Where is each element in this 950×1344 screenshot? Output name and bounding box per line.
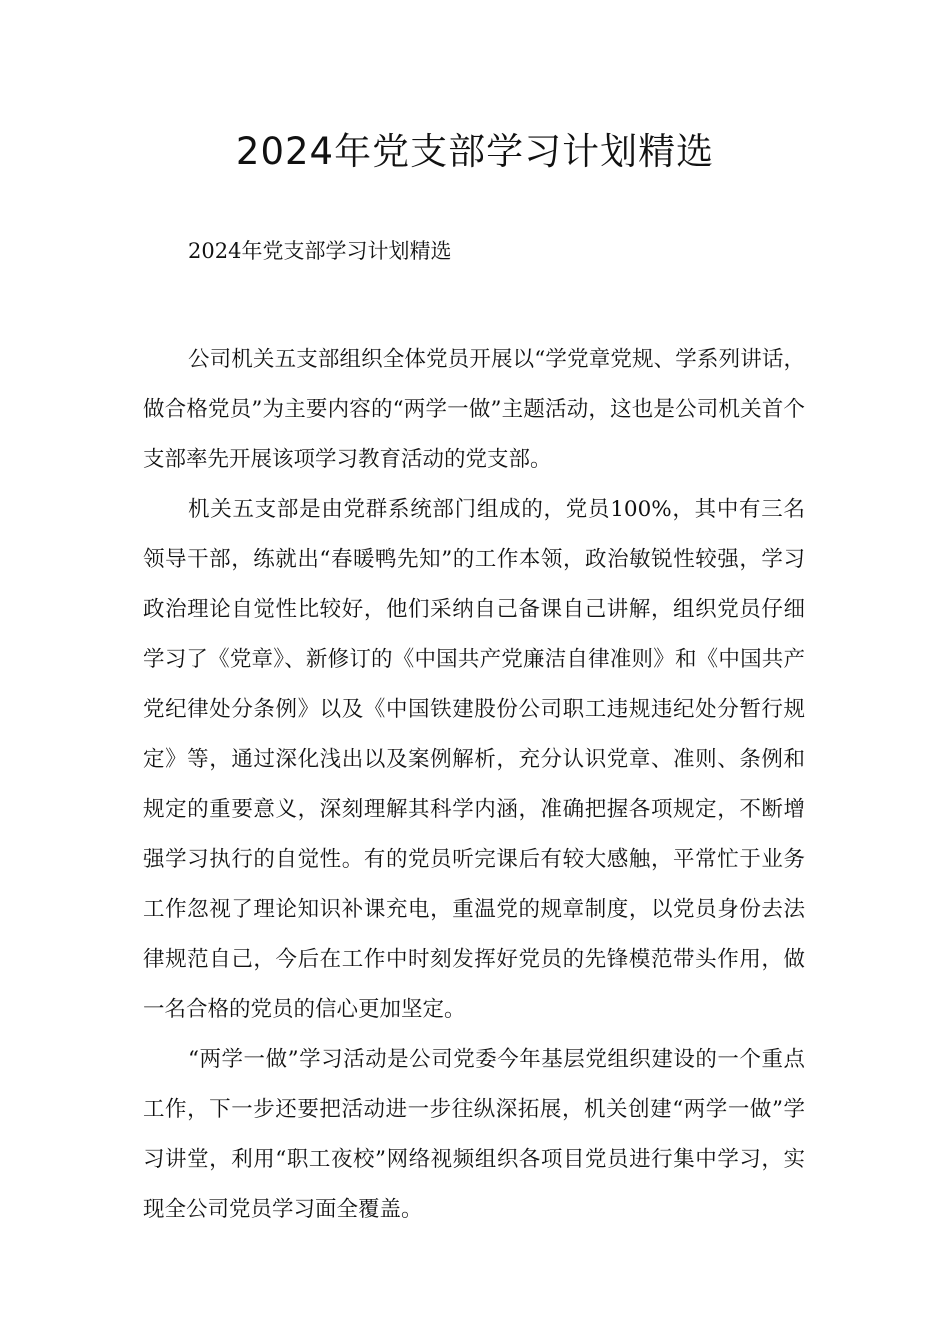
paragraph-1: 公司机关五支部组织全体党员开展以“学党章党规、学系列讲话，做合格党员”为主要内容的“两学一做”主题活动，这也是公司机关首个支部率先开展该项学习教育活动的党支部。 [143,347,805,472]
document-title: 2024年党支部学习计划精选 [235,130,715,173]
paragraph-3: “两学一做”学习活动是公司党委今年基层党组织建设的一个重点工作，下一步还要把活动进一步往纵深拓展，机关创建“两学一做”学习讲堂，利用“职工夜校”网络视频组织各项目党员进行集中学习，实现全公司党员学习面全覆盖。 [143,1047,805,1222]
paragraph-2: 机关五支部是由党群系统部门组成的，党员100%，其中有三名领导干部，练就出“春暖鸭先知”的工作本领，政治敏锐性较强，学习政治理论自觉性比较好，他们采纳自己备课自己讲解，组织党员仔细学习了《党章》、新修订的《中国共产党廉洁自律准则》和《中国共产党纪律处分条例》以及《中国铁建股份公司职工违规违纪处分暂行规定》等，通过深化浅出以及案例解析，充分认识党章、准则、条例和规定的重要意义，深刻理解其科学内涵，准确把握各项规定，不断增强学习执行的自觉性。有的党员听完课后有较大感触，平常忙于业务工作忽视了理论知识补课充电，重温党的规章制度，以党员身份去法律规范自己，今后在工作中时刻发挥好党员的先锋模范带头作用，做一名合格的党员的信心更加坚定。 [143,497,805,1022]
document-subtitle: 2024年党支部学习计划精选 [188,239,452,263]
document-body [143,335,805,1235]
